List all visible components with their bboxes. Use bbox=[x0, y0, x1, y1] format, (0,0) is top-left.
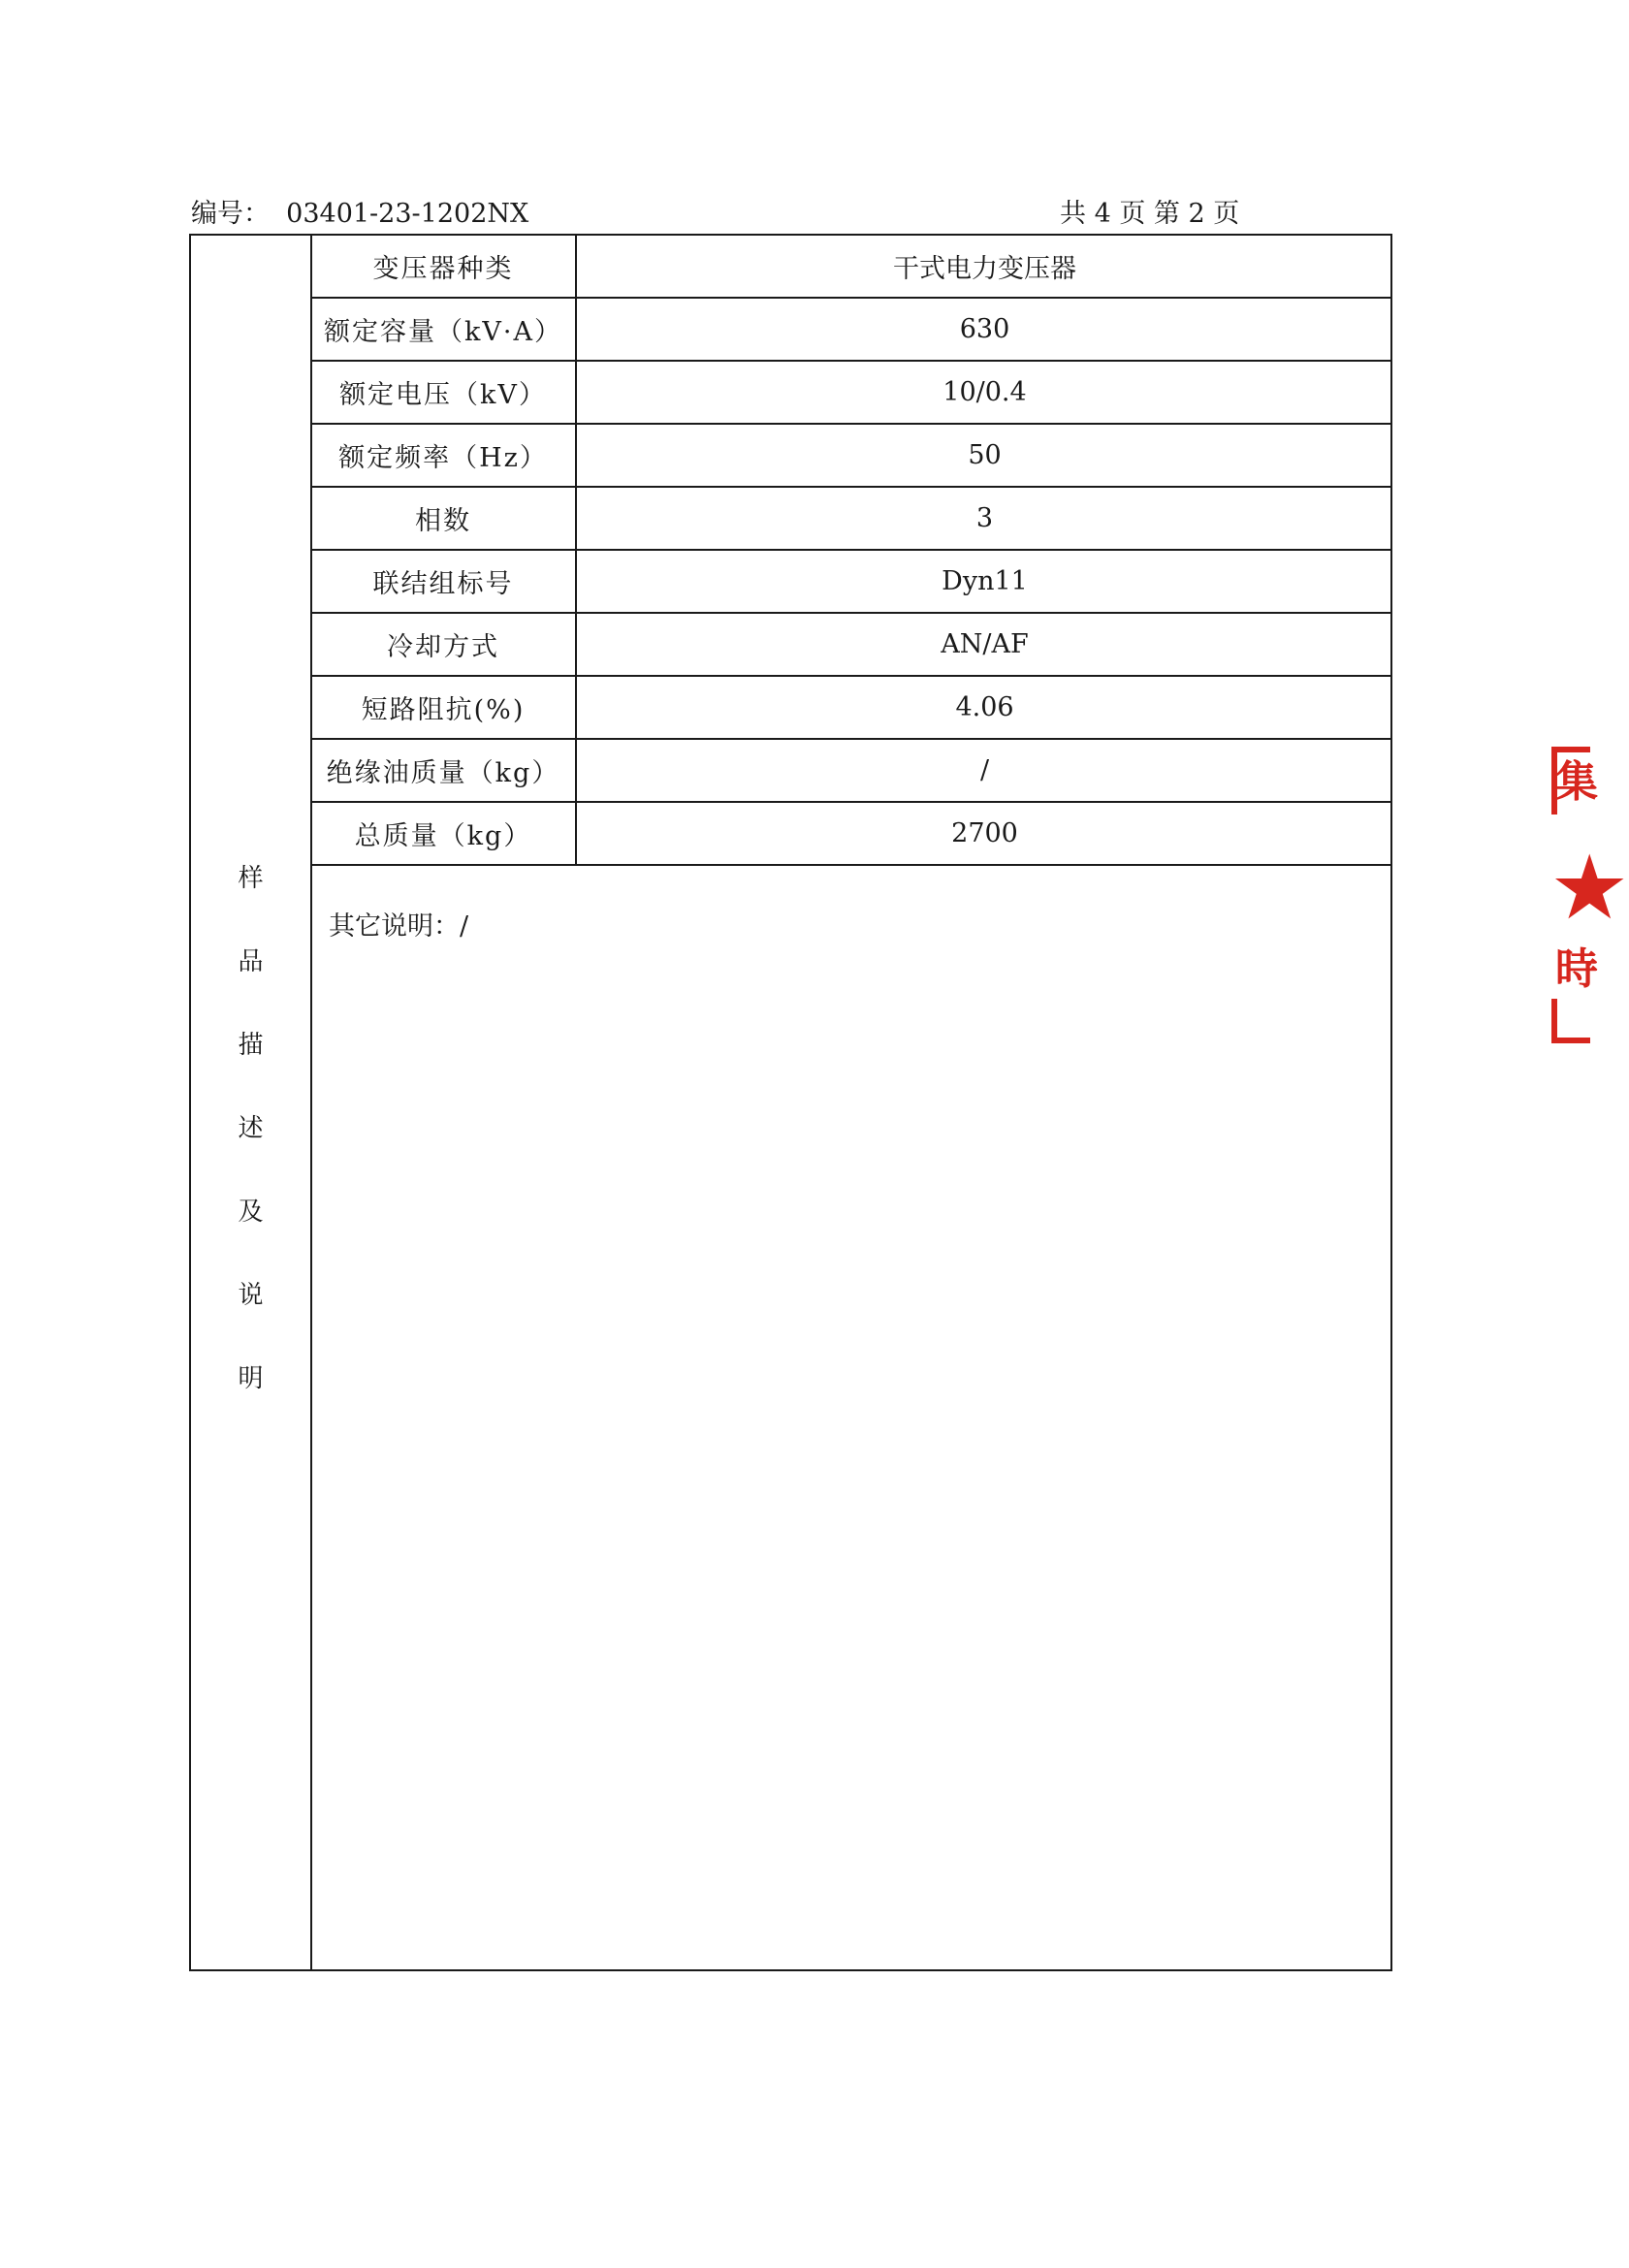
table-row bbox=[311, 361, 1392, 424]
side-label-char: 及 bbox=[238, 1198, 264, 1227]
spec-name: 短路阻抗(%) bbox=[311, 676, 576, 739]
spec-value: 3 bbox=[576, 487, 1392, 550]
other-notes: 其它说明：/ bbox=[329, 911, 469, 942]
seal-border bbox=[1551, 747, 1590, 752]
side-label-char: 样 bbox=[238, 864, 264, 893]
seal-border bbox=[1551, 1038, 1590, 1043]
seal-stamp bbox=[1548, 747, 1629, 1047]
report-number: 编号： 03401-23-1202NX bbox=[191, 199, 529, 229]
spec-value: AN/AF bbox=[576, 613, 1392, 676]
table-row bbox=[311, 550, 1392, 613]
seal-glyph: 集 bbox=[1555, 757, 1598, 807]
spec-value: 630 bbox=[576, 298, 1392, 361]
spec-name: 额定电压（kV） bbox=[311, 361, 576, 424]
side-label-char: 明 bbox=[238, 1364, 264, 1393]
spec-name: 绝缘油质量（kg） bbox=[311, 739, 576, 802]
spec-name: 额定容量（kV·A） bbox=[311, 298, 576, 361]
spec-name: 联结组标号 bbox=[311, 550, 576, 613]
side-label-char: 描 bbox=[238, 1031, 264, 1060]
spec-value: 2700 bbox=[576, 802, 1392, 865]
table-row bbox=[311, 676, 1392, 739]
side-label bbox=[191, 837, 310, 1421]
table-row bbox=[311, 613, 1392, 676]
table-row bbox=[311, 739, 1392, 802]
spec-name: 冷却方式 bbox=[311, 613, 576, 676]
side-label-char: 述 bbox=[238, 1114, 264, 1143]
spec-name: 额定频率（Hz） bbox=[311, 424, 576, 487]
spec-value: 4.06 bbox=[576, 676, 1392, 739]
spec-name: 变压器种类 bbox=[311, 236, 576, 298]
sample-description-frame bbox=[189, 234, 1392, 1971]
spec-name: 相数 bbox=[311, 487, 576, 550]
table-row bbox=[311, 487, 1392, 550]
spec-value: / bbox=[576, 739, 1392, 802]
spec-value: 10/0.4 bbox=[576, 361, 1392, 424]
table-row bbox=[311, 424, 1392, 487]
spec-name: 总质量（kg） bbox=[311, 802, 576, 865]
table-row bbox=[311, 802, 1392, 865]
side-label-char: 品 bbox=[238, 947, 264, 976]
table-row bbox=[311, 236, 1392, 298]
spec-value: 50 bbox=[576, 424, 1392, 487]
spec-table bbox=[311, 236, 1392, 866]
spec-value: 干式电力变压器 bbox=[576, 236, 1392, 298]
table-row bbox=[311, 298, 1392, 361]
side-label-char: 说 bbox=[238, 1281, 264, 1310]
star-icon: ★ bbox=[1549, 836, 1629, 940]
page-count: 共 4 页 第 2 页 bbox=[1060, 199, 1240, 229]
seal-glyph: 時 bbox=[1555, 944, 1598, 994]
spec-value: Dyn11 bbox=[576, 550, 1392, 613]
